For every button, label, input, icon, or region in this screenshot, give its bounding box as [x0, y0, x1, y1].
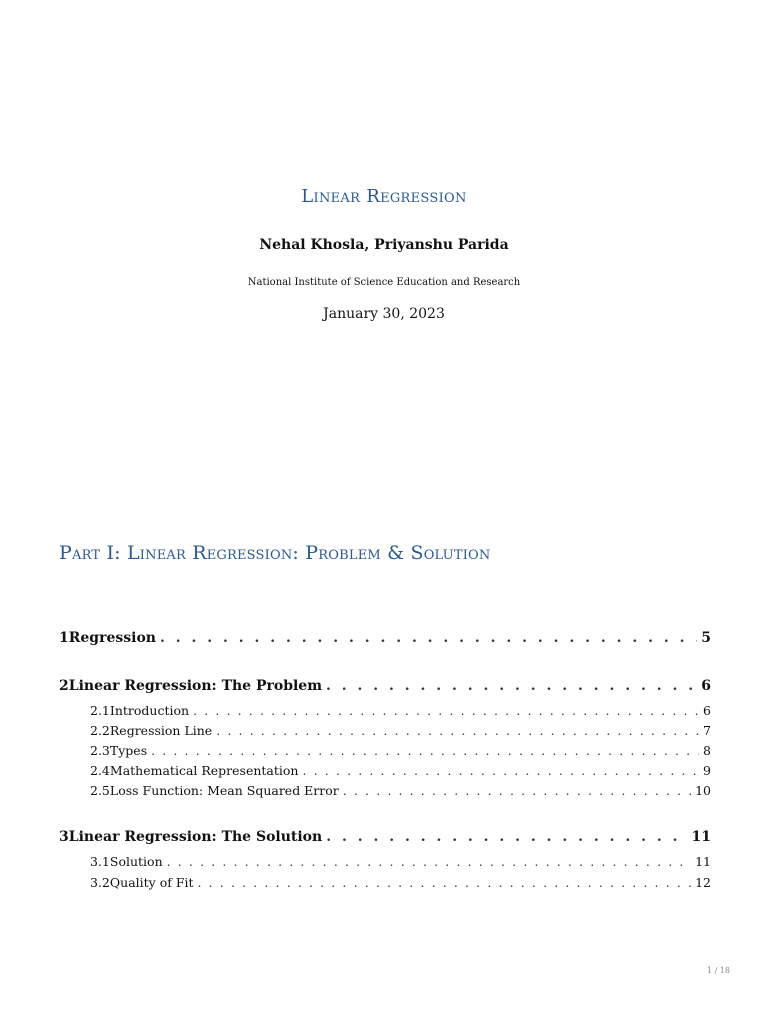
- toc-section-title[interactable]: Quality of Fit: [109, 875, 194, 890]
- toc-section-number: 2.2: [90, 723, 110, 738]
- toc-page-number[interactable]: 6: [701, 678, 711, 694]
- toc-page-number[interactable]: 11: [691, 829, 711, 845]
- toc-section-2-5[interactable]: [90, 783, 711, 798]
- toc-section-title[interactable]: Solution: [109, 854, 163, 869]
- toc-chapter-number: 1: [59, 630, 69, 646]
- toc-section-title[interactable]: Types: [109, 743, 148, 758]
- toc-section-title[interactable]: Introduction: [109, 703, 190, 718]
- toc-leader-dots: [151, 743, 699, 758]
- toc-leader-dots: [193, 703, 699, 718]
- toc-chapter-3[interactable]: [59, 829, 711, 845]
- document-title: Linear Regression: [301, 186, 467, 207]
- toc-section-title[interactable]: Mathematical Representation: [109, 763, 299, 778]
- toc-section-2-4[interactable]: [90, 763, 711, 778]
- toc-chapter-number: 2: [59, 678, 69, 694]
- toc-page-number[interactable]: 5: [701, 630, 711, 646]
- toc-section-number: 3.1: [90, 854, 110, 869]
- toc-section-number: 3.2: [90, 875, 110, 890]
- toc-chapter-2[interactable]: [59, 678, 711, 694]
- toc-page-number[interactable]: 10: [695, 783, 711, 798]
- toc-leader-dots: [198, 875, 692, 890]
- toc-page-number[interactable]: 9: [703, 763, 711, 778]
- toc-page-number[interactable]: 6: [703, 703, 711, 718]
- toc-section-number: 2.3: [90, 743, 110, 758]
- date: January 30, 2023: [323, 306, 445, 322]
- toc-section-3-1[interactable]: [90, 854, 711, 869]
- toc-section-3-2[interactable]: [90, 875, 711, 890]
- toc-leader-dots: [326, 678, 697, 694]
- toc-leader-dots: [160, 630, 697, 646]
- toc-chapter-title[interactable]: Linear Regression: The Solution: [68, 829, 323, 845]
- page-indicator: 1 / 18: [706, 966, 730, 975]
- toc-section-number: 2.1: [90, 703, 110, 718]
- toc-chapter-title[interactable]: Linear Regression: The Problem: [68, 678, 323, 694]
- toc-leader-dots: [326, 829, 687, 845]
- toc-section-number: 2.4: [90, 763, 110, 778]
- toc-chapter-title[interactable]: Regression: [68, 630, 156, 646]
- toc-page-number[interactable]: 11: [695, 854, 711, 869]
- authors: Nehal Khosla, Priyanshu Parida: [259, 237, 509, 253]
- toc-leader-dots: [216, 723, 699, 738]
- toc-chapter-number: 3: [59, 829, 69, 845]
- part-title: Part I: Linear Regression: Problem & Solution: [59, 542, 491, 564]
- toc-leader-dots: [343, 783, 691, 798]
- toc-section-title[interactable]: Regression Line: [109, 723, 213, 738]
- toc-section-number: 2.5: [90, 783, 110, 798]
- toc-section-2-1[interactable]: [90, 703, 711, 718]
- toc-section-title[interactable]: Loss Function: Mean Squared Error: [109, 783, 339, 798]
- toc-page-number[interactable]: 8: [703, 743, 711, 758]
- toc-section-2-3[interactable]: [90, 743, 711, 758]
- affiliation: National Institute of Science Education and Research: [247, 277, 521, 288]
- toc-chapter-1[interactable]: [59, 630, 711, 646]
- toc-page-number[interactable]: 7: [703, 723, 711, 738]
- toc-leader-dots: [167, 854, 691, 869]
- toc-section-2-2[interactable]: [90, 723, 711, 738]
- toc-page-number[interactable]: 12: [695, 875, 711, 890]
- toc-leader-dots: [302, 763, 699, 778]
